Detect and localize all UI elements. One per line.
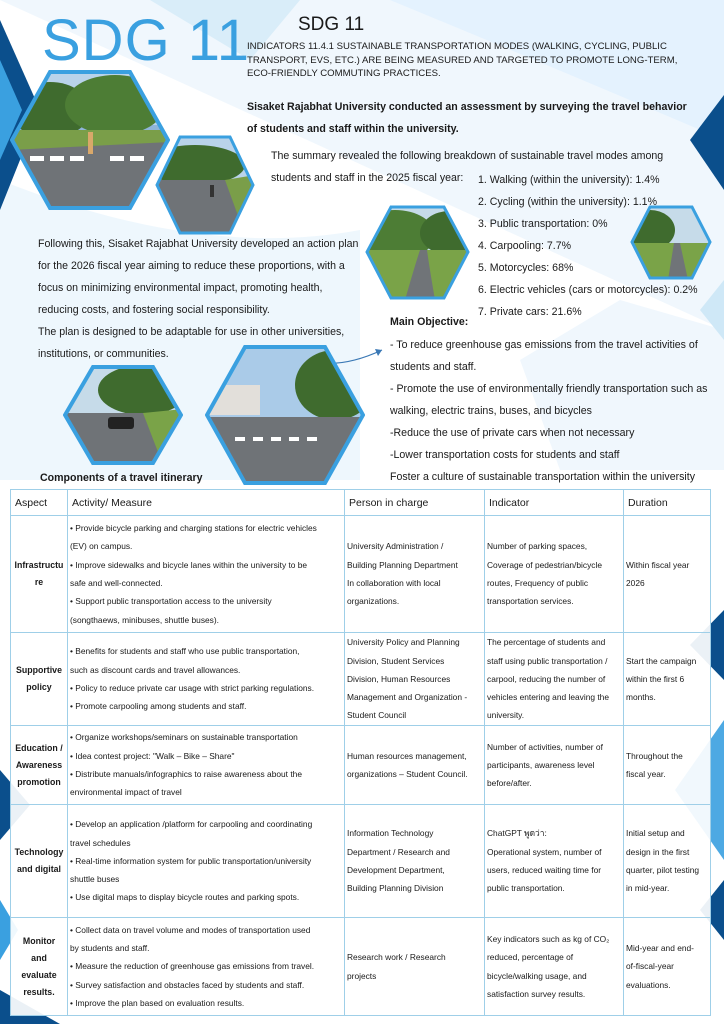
indicator-line: staff using public transportation / xyxy=(487,655,608,666)
list-item: 4. Carpooling: 7.7% xyxy=(478,240,572,252)
person-line: Research work / Research xyxy=(347,952,446,963)
person-line: Development Department, xyxy=(347,865,445,875)
header-aspect: Aspect xyxy=(11,490,68,516)
activity-line: • Improve the plan based on evaluation results. xyxy=(70,997,245,1008)
objective-line: walking, electric trains, buses, and bicycles xyxy=(390,405,592,417)
duration-line: Within fiscal year xyxy=(626,559,690,570)
activity-line: travel schedules xyxy=(70,837,131,848)
intro-line-2: of students and staff within the university. xyxy=(247,123,459,135)
road-photo-cyclist xyxy=(155,135,255,235)
person-line: projects xyxy=(347,970,377,981)
list-item: 2. Cycling (within the university): 1.1% xyxy=(478,196,657,208)
indicator-line: The percentage of students and xyxy=(487,637,606,648)
indicator-text: INDICATORS 11.4.1 SUSTAINABLE TRANSPORTATION MODES (WALKING, CYCLING, PUBLIC TRANSPORT, EVS, ETC.) ARE BEING MEASURED AND TARGETED TO PROMOTE LONG-TERM, ECO-FRIENDLY COMMUTING PRACTICES. xyxy=(247,41,678,79)
person-cell xyxy=(345,633,485,726)
person-line: University Policy and Planning xyxy=(347,637,460,648)
aspect-line: Awareness xyxy=(15,759,63,770)
duration-line: months. xyxy=(626,692,656,703)
activity-line: • Benefits for students and staff who use public transportation, xyxy=(70,646,300,657)
duration-cell xyxy=(624,805,711,918)
person-line: Division, Human Resources xyxy=(347,673,451,684)
action-plan-line: The plan is designed to be adaptable for use in other universities, xyxy=(38,326,345,338)
action-plan-line: focus on minimizing environmental impact, promoting health, xyxy=(38,282,323,294)
person-cell xyxy=(345,918,485,1016)
indicator-line: Number of activities, number of xyxy=(487,741,603,752)
duration-cell xyxy=(624,516,711,633)
person-line: Information Technology xyxy=(347,828,434,839)
duration-line: in mid-year. xyxy=(626,883,670,894)
duration-line: 2026 xyxy=(626,578,645,588)
sdg-small-title: SDG 11 xyxy=(298,14,365,35)
activity-line: (songthaews, minibuses, shuttle buses). xyxy=(70,614,219,625)
list-item: 6. Electric vehicles (cars or motorcycles): 0.2% xyxy=(478,284,698,296)
activity-line: by students and staff. xyxy=(70,943,150,954)
indicator-cell xyxy=(485,516,624,633)
activity-cell xyxy=(68,805,345,918)
activity-line: (EV) on campus. xyxy=(70,541,133,552)
activity-line: • Improve sidewalks and bicycle lanes within the university to be xyxy=(70,559,308,570)
activity-line: • Support public transportation access to the university xyxy=(70,596,272,607)
activity-line: • Collect data on travel volume and modes of transportation used xyxy=(70,924,311,935)
action-plan-line: reducing costs, and fostering social responsibility. xyxy=(38,304,270,316)
activity-line: • Promote carpooling among students and staff. xyxy=(70,701,247,712)
aspect-line: and digital xyxy=(17,864,61,874)
objective-line: - To reduce greenhouse gas emissions from the travel activities of xyxy=(390,339,698,351)
duration-line: evaluations. xyxy=(626,979,671,990)
person-line: Division, Student Services xyxy=(347,655,445,666)
activity-line: • Organize workshops/seminars on sustainable transportation xyxy=(70,732,298,743)
aspect-cell xyxy=(11,726,68,805)
indicator-line: before/after. xyxy=(487,778,532,789)
activity-line: environmental impact of travel xyxy=(70,787,182,798)
objective-title: Main Objective: xyxy=(390,316,469,328)
objective-line: -Lower transportation costs for students and staff xyxy=(390,449,620,461)
action-plan-line: Following this, Sisaket Rajabhat University developed an action plan xyxy=(38,238,359,250)
person-line: organizations – Student Council. xyxy=(347,769,468,779)
duration-line: of-fiscal-year xyxy=(626,961,674,972)
person-line: Management and Organization - xyxy=(347,692,468,703)
duration-cell xyxy=(624,633,711,726)
list-item: 3. Public transportation: 0% xyxy=(478,218,608,230)
duration-line: quarter, pilot testing xyxy=(626,865,700,875)
indicator-line: Coverage of pedestrian/bicycle xyxy=(487,559,602,570)
aspect-cell xyxy=(11,516,68,633)
header-indicator: Indicator xyxy=(485,490,624,516)
duration-line: within the first 6 xyxy=(626,673,685,684)
indicator-line: Number of parking spaces, xyxy=(487,541,588,552)
aspect-line: Education / xyxy=(15,742,63,753)
person-line: Department / Research and xyxy=(347,846,450,857)
aspect-line: evaluate xyxy=(21,969,57,980)
aspect-line: promotion xyxy=(17,776,61,787)
person-cell xyxy=(345,805,485,918)
indicator-line: transportation services. xyxy=(487,596,574,607)
table-row xyxy=(11,805,711,918)
road-photo-car xyxy=(63,365,183,465)
indicator-line: routes, Frequency of public xyxy=(487,578,589,588)
person-line: organizations. xyxy=(347,596,400,607)
indicator-line: vehicles entering and leaving the xyxy=(487,692,609,703)
header-duration: Duration xyxy=(624,490,711,516)
activity-cell xyxy=(68,918,345,1016)
duration-line: Initial setup and xyxy=(626,828,685,839)
aspect-line: Infrastructu xyxy=(14,560,64,570)
activity-line: • Use digital maps to display bicycle routes and parking spots. xyxy=(70,892,300,903)
indicator-line: carpool, reducing the number of xyxy=(487,673,606,684)
activity-cell xyxy=(68,633,345,726)
objective-line: - Promote the use of environmentally friendly transportation such as xyxy=(390,383,708,395)
list-item: 5. Motorcycles: 68% xyxy=(478,262,574,274)
duration-line: Start the campaign xyxy=(626,655,697,666)
indicator-cell xyxy=(485,726,624,805)
person-cell xyxy=(345,516,485,633)
indicator-line: public transportation. xyxy=(487,883,565,894)
action-plan-table xyxy=(10,489,711,1016)
indicator-line: university. xyxy=(487,710,525,721)
duration-cell xyxy=(624,726,711,805)
action-plan-line: institutions, or communities. xyxy=(38,348,169,360)
duration-line: Throughout the xyxy=(626,750,683,761)
road-photo-crosswalk xyxy=(10,70,170,210)
activity-line: • Idea contest project: "Walk – Bike – Share" xyxy=(70,750,235,761)
action-plan-line: for the 2026 fiscal year aiming to reduce these proportions, with a xyxy=(38,260,345,272)
header-activity: Activity/ Measure xyxy=(68,490,345,516)
list-item: 1. Walking (within the university): 1.4% xyxy=(478,174,660,186)
table-header-row xyxy=(11,490,711,516)
table-row xyxy=(11,918,711,1016)
activity-line: • Distribute manuals/infographics to raise awareness about the xyxy=(70,769,302,779)
activity-line: shuttle buses xyxy=(70,874,120,885)
duration-line: fiscal year. xyxy=(626,769,666,779)
duration-line: design in the first xyxy=(626,846,690,857)
aspect-cell xyxy=(11,805,68,918)
person-line: Building Planning Division xyxy=(347,883,444,894)
list-item: 7. Private cars: 21.6% xyxy=(478,306,582,318)
indicator-cell xyxy=(485,805,624,918)
indicator-line: ChatGPT พูดว่า: xyxy=(487,828,547,839)
activity-line: • Develop an application /platform for carpooling and coordinating xyxy=(70,819,313,830)
activity-line: • Real-time information system for public transportation/university xyxy=(70,855,312,866)
aspect-line: Supportive xyxy=(16,665,62,675)
objective-list xyxy=(390,334,720,488)
table-row xyxy=(11,516,711,633)
action-plan-paragraph xyxy=(38,233,358,365)
road-photo-bike-lane xyxy=(365,205,470,300)
indicator-line: bicycle/walking usage, and xyxy=(487,970,587,981)
road-photo-campus-street xyxy=(205,345,365,485)
person-line: Human resources management, xyxy=(347,750,467,761)
indicator-line: satisfaction survey results. xyxy=(487,988,586,999)
aspect-line: and xyxy=(31,952,47,963)
summary-line-1: The summary revealed the following breakdown of sustainable travel modes among xyxy=(271,150,664,162)
person-line: In collaboration with local xyxy=(347,578,441,588)
header-person: Person in charge xyxy=(345,490,485,516)
activity-line: • Measure the reduction of greenhouse gas emissions from travel. xyxy=(70,961,315,972)
indicator-line: users, reduced waiting time for xyxy=(487,865,602,875)
duration-cell xyxy=(624,918,711,1016)
indicator-line: Key indicators such as kg of CO₂ xyxy=(487,933,610,944)
aspect-cell xyxy=(11,918,68,1016)
person-line: Building Planning Department xyxy=(347,559,458,570)
summary-line-2: students and staff in the 2025 fiscal year: xyxy=(271,172,464,184)
aspect-line: policy xyxy=(26,682,52,692)
activity-line: safe and well-connected. xyxy=(70,578,163,588)
indicator-cell xyxy=(485,633,624,726)
activity-cell xyxy=(68,726,345,805)
activity-cell xyxy=(68,516,345,633)
objective-line: Foster a culture of sustainable transportation within the university xyxy=(390,471,696,483)
aspect-cell xyxy=(11,633,68,726)
aspect-line: Technology xyxy=(14,847,64,857)
indicator-cell xyxy=(485,918,624,1016)
modes-list xyxy=(478,169,698,323)
aspect-line: results. xyxy=(23,986,55,997)
table-row xyxy=(11,726,711,805)
activity-line: • Provide bicycle parking and charging stations for electric vehicles xyxy=(70,523,317,534)
indicator-line: participants, awareness level xyxy=(487,759,595,770)
objective-line: students and staff. xyxy=(390,361,477,373)
objective-line: -Reduce the use of private cars when not necessary xyxy=(390,427,635,439)
person-line: Student Council xyxy=(347,710,407,721)
aspect-line: re xyxy=(34,577,44,587)
person-line: University Administration / xyxy=(347,541,444,552)
table-row xyxy=(11,633,711,726)
activity-line: • Survey satisfaction and obstacles faced by students and staff. xyxy=(70,979,305,990)
sdg-big-title: SDG 11 xyxy=(42,8,251,73)
indicator-line: Operational system, number of xyxy=(487,846,602,857)
indicator-line: reduced, percentage of xyxy=(487,952,574,963)
intro-line-1: Sisaket Rajabhat University conducted an assessment by surveying the travel behavior xyxy=(247,101,687,113)
person-cell xyxy=(345,726,485,805)
activity-line: such as discount cards and travel allowances. xyxy=(70,664,241,675)
components-caption: Components of a travel itinerary xyxy=(40,472,203,484)
activity-line: • Policy to reduce private car usage with strict parking regulations. xyxy=(70,683,315,693)
duration-line: Mid-year and end- xyxy=(626,943,694,954)
aspect-line: Monitor xyxy=(22,935,56,946)
